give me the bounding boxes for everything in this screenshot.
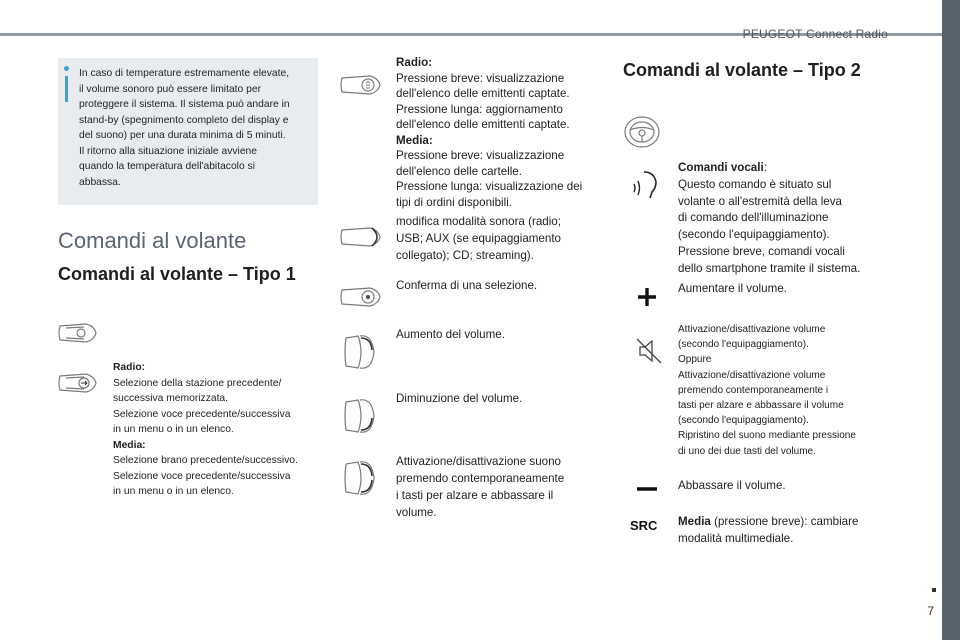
text-line: Selezione voce precedente/successiva	[113, 408, 291, 420]
src-icon: SRC	[630, 518, 658, 533]
text-line: USB; AUX (se equipaggiamento	[396, 232, 561, 245]
text-line: (secondo l'equipaggiamento).	[678, 339, 809, 351]
volume-up-text: Aumentare il volume.	[678, 282, 787, 295]
info-text	[79, 66, 313, 190]
text-line: Ripristino del suono mediante pressione	[678, 430, 856, 442]
middle-item-6	[396, 453, 601, 521]
text-line: Oppure	[678, 354, 712, 366]
stalk-control-icon	[56, 318, 100, 348]
page-number: 7	[927, 604, 934, 618]
text-line: Pressione lunga: aggiornamento	[396, 102, 563, 116]
running-header: PEUGEOT Connect Radio	[742, 27, 888, 41]
info-icon-dot	[64, 66, 69, 71]
text-line: (pressione breve): cambiare	[710, 515, 859, 528]
mute-control-icon	[340, 456, 380, 500]
media-label: Media:	[396, 133, 433, 147]
text-line: premendo contemporaneamente i	[678, 384, 829, 396]
text-line: modifica modalità sonora (radio;	[396, 215, 561, 228]
text-line: successiva memorizzata.	[113, 393, 229, 404]
header-rule-left	[0, 33, 480, 36]
text-line: Attivazione/disattivazione suono	[396, 455, 561, 468]
text-line: (secondo l'equipaggiamento).	[678, 415, 809, 427]
media-label: Media	[678, 515, 711, 528]
tipo1-description	[113, 360, 323, 500]
volume-up-control-icon	[340, 330, 380, 374]
text-line: dell'elenco delle cartelle.	[396, 164, 522, 178]
info-line: Il ritorno alla situazione iniziale avviene	[79, 145, 258, 157]
page-edge-strip	[942, 0, 960, 640]
text-line: dello smartphone tramite il sistema.	[678, 261, 861, 275]
text-line: di uno dei due tasti del volume.	[678, 445, 816, 457]
text-line: volante o all'estremità della leva	[678, 194, 842, 208]
text-line: Selezione della stazione precedente/	[113, 377, 282, 389]
tipo2-title: Comandi al volante – Tipo 2	[623, 60, 861, 80]
middle-item-3: Conferma di una selezione.	[396, 279, 538, 292]
text-line: Attivazione/disattivazione volume	[678, 369, 826, 381]
info-line: il volume sonoro può essere limitato per	[79, 83, 262, 95]
info-line: proteggere il sistema. Il sistema può andare in	[79, 99, 290, 110]
section-title: Comandi al volante	[58, 228, 247, 253]
mute-icon	[634, 336, 664, 366]
text-line: Attivazione/disattivazione volume	[678, 324, 826, 335]
text-line: in un menu o in un elenco.	[113, 424, 234, 435]
text-line: (secondo l'equipaggiamento).	[678, 228, 830, 242]
text-line: Pressione lunga: visualizzazione dei	[396, 180, 583, 193]
stalk-confirm-icon	[338, 282, 384, 312]
info-line: stand-by (spegnimento completo del display e	[79, 114, 289, 126]
text-line: Selezione brano precedente/successivo.	[113, 455, 298, 466]
text-line: volume.	[396, 506, 437, 519]
info-line: quando la temperatura dell'abitacolo si	[79, 161, 255, 172]
text-line: dell'elenco delle emittenti captate.	[396, 87, 570, 100]
minus-icon	[636, 484, 658, 494]
middle-item-2	[396, 213, 601, 264]
text-line: Pressione breve, comandi vocali	[678, 244, 845, 258]
text-line: in un menu o in un elenco.	[113, 486, 234, 497]
middle-item-4: Aumento del volume.	[396, 328, 505, 341]
info-line: del suono) per una durata minima di 5 minuti.	[79, 130, 286, 141]
text-line: i tasti per alzare e abbassare il	[396, 489, 554, 502]
page-marker	[932, 588, 936, 592]
mute-description	[678, 322, 893, 459]
text-line: Questo comando è situato sul	[678, 177, 832, 191]
volume-down-text: Abbassare il volume.	[678, 479, 786, 492]
text-line: di comando dell'illuminazione	[678, 211, 829, 225]
plus-icon	[636, 286, 658, 308]
text-line: modalità multimediale.	[678, 532, 794, 545]
stalk-button-icon	[56, 368, 100, 398]
tipo1-title: Comandi al volante – Tipo 1	[58, 264, 296, 284]
radio-label: Radio:	[396, 56, 433, 69]
text-line: tipi di ordini disponibili.	[396, 195, 512, 209]
src-description	[678, 513, 893, 547]
text-line: Selezione voce precedente/successiva	[113, 470, 291, 482]
middle-item-5: Diminuzione del volume.	[396, 392, 523, 405]
stalk-end-button-icon	[338, 70, 384, 100]
volume-down-control-icon	[340, 394, 380, 438]
middle-item-1	[396, 55, 601, 210]
radio-label: Radio:	[113, 362, 146, 373]
text-line: tasti per alzare e abbassare il volume	[678, 400, 844, 412]
text-line: collegato); CD; streaming).	[396, 249, 534, 262]
info-line: abbassa.	[79, 176, 121, 188]
text-line: premendo contemporaneamente	[396, 472, 565, 485]
voice-label: Comandi vocali	[678, 161, 764, 174]
text-line: dell'elenco delle emittenti captate.	[396, 118, 570, 131]
text-line: Pressione breve: visualizzazione	[396, 149, 565, 162]
stalk-source-icon	[338, 222, 384, 252]
steering-wheel-icon	[622, 114, 662, 150]
info-icon	[65, 76, 68, 102]
info-line: In caso di temperature estremamente elevate,	[79, 68, 290, 79]
voice-command-icon	[630, 168, 664, 202]
text-line: Pressione breve: visualizzazione	[396, 71, 565, 85]
voice-colon: :	[763, 161, 767, 174]
media-label: Media:	[113, 439, 146, 451]
voice-command-description	[678, 160, 898, 278]
